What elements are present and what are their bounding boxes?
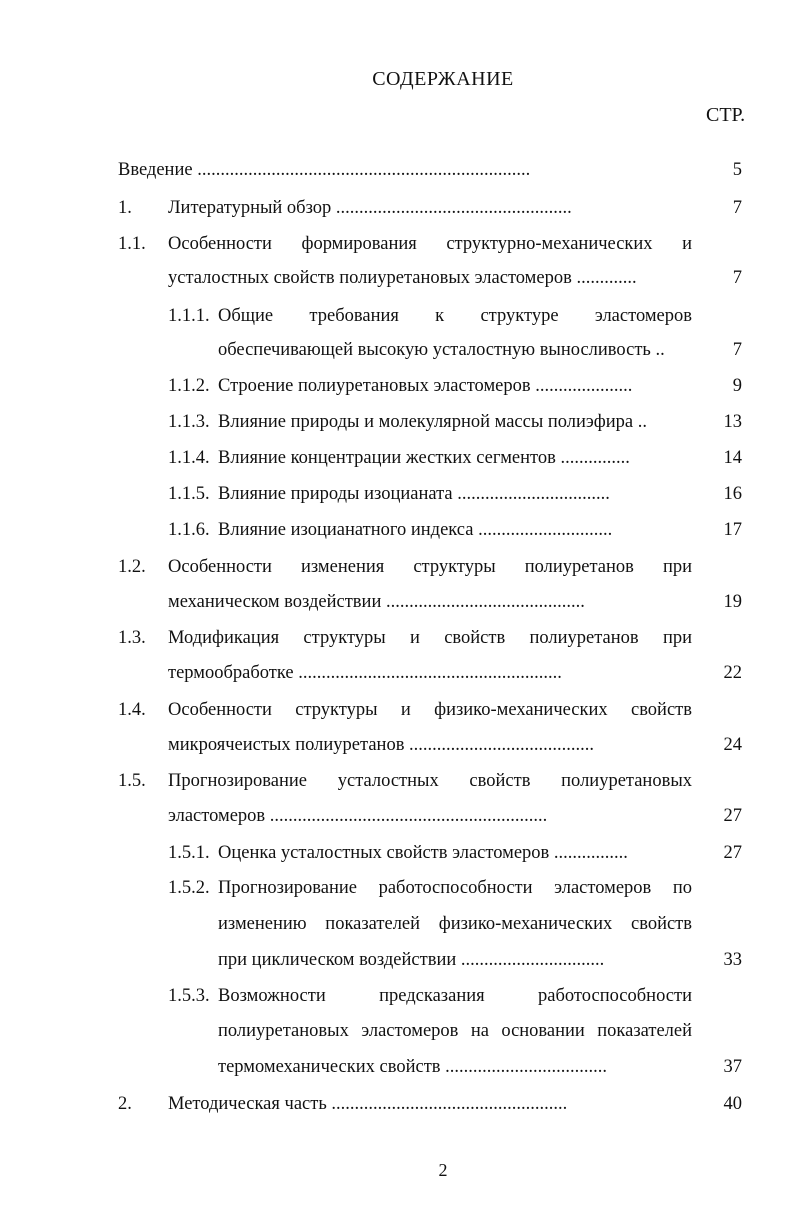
toc-entry-number: 1.5.2. [168, 878, 210, 898]
toc-page-number: 40 [723, 1094, 742, 1114]
toc-page-number: 14 [723, 448, 742, 468]
toc-page-number: 19 [723, 592, 742, 612]
toc-entry-text: эластомеров ............................................................ [168, 806, 548, 826]
toc-entry-text: Влияние природы и молекулярной массы полиэфира .. [218, 412, 647, 432]
toc-entry-number: 1.1.3. [168, 412, 210, 432]
toc-entry-text: изменению показателей физико-механических свойств [218, 914, 692, 934]
toc-entry-text: Общие требования к структуре эластомеров [218, 306, 692, 326]
toc-entry-text: Прогнозирование работоспособности эластомеров по [218, 878, 692, 898]
toc-page-number: 13 [723, 412, 742, 432]
toc-page-number: 22 [723, 663, 742, 683]
toc-page-number: 27 [723, 806, 742, 826]
toc-entry-text: Литературный обзор ................................................... [168, 198, 572, 218]
toc-entry-number: 1. [118, 198, 132, 218]
page-number: 2 [438, 1160, 448, 1180]
toc-entry-text: микроячеистых полиуретанов ........................................ [168, 735, 595, 755]
toc-entry-text: механическом воздействии ........................................... [168, 592, 585, 612]
toc-entry-text: усталостных свойств полиуретановых эластомеров ............. [168, 268, 637, 288]
toc-entry-text: термомеханических свойств ................................... [218, 1057, 608, 1077]
toc-entry-number: 2. [118, 1094, 132, 1114]
toc-entry-text: термообработке ......................................................... [168, 663, 562, 683]
toc-entry-text: Возможности предсказания работоспособности [218, 986, 692, 1006]
toc-entry-number: 1.1.2. [168, 376, 210, 396]
toc-page-number: 37 [723, 1057, 742, 1077]
page-column-label: СТР. [706, 104, 746, 126]
toc-entry-text: обеспечивающей высокую усталостную выносливость .. [218, 340, 665, 360]
toc-entry-number: 1.1.6. [168, 520, 210, 540]
page-title: СОДЕРЖАНИЕ [372, 68, 514, 90]
toc-entry-text: Прогнозирование усталостных свойств полиуретановых [168, 771, 692, 791]
toc-entry-number: 1.5.3. [168, 986, 210, 1006]
toc-entry-text: при циклическом воздействии ............................... [218, 950, 605, 970]
toc-page-number: 5 [732, 160, 742, 180]
toc-entry-text: Модификация структуры и свойств полиуретанов при [168, 628, 692, 648]
toc-entry-text: Влияние изоцианатного индекса ............................. [218, 520, 613, 540]
toc-page-number: 7 [732, 340, 742, 360]
toc-entry-text: Особенности изменения структуры полиуретанов при [168, 557, 692, 577]
toc-entry-number: 1.1.4. [168, 448, 210, 468]
toc-entry-number: 1.5. [118, 771, 146, 791]
toc-page-number: 9 [732, 376, 742, 396]
toc-entry-number: 1.2. [118, 557, 146, 577]
toc-entry-text: Влияние концентрации жестких сегментов ............... [218, 448, 630, 468]
toc-entry-text: Оценка усталостных свойств эластомеров ................ [218, 843, 628, 863]
toc-entry-number: 1.1.1. [168, 306, 210, 326]
toc-entry-number: 1.3. [118, 628, 146, 648]
toc-entry-number: 1.1. [118, 234, 146, 254]
toc-entry-number: 1.5.1. [168, 843, 210, 863]
toc-page-number: 7 [732, 268, 742, 288]
toc-page-number: 17 [723, 520, 742, 540]
toc-entry-text: Строение полиуретановых эластомеров ..................... [218, 376, 633, 396]
toc-entry-text: Введение ........................................................................ [118, 160, 531, 180]
toc-entry-number: 1.1.5. [168, 484, 210, 504]
toc-entry-text: полиуретановых эластомеров на основании показателей [218, 1021, 692, 1041]
toc-page-number: 33 [723, 950, 742, 970]
toc-page-number: 27 [723, 843, 742, 863]
toc-entry-text: Методическая часть ................................................... [168, 1094, 568, 1114]
toc-entry-text: Особенности формирования структурно-механических и [168, 234, 692, 254]
toc-entry-text: Особенности структуры и физико-механических свойств [168, 700, 692, 720]
toc-page-number: 24 [723, 735, 742, 755]
toc-page-number: 7 [732, 198, 742, 218]
toc-page-number: 16 [723, 484, 742, 504]
toc-entry-text: Влияние природы изоцианата ................................. [218, 484, 610, 504]
toc-entry-number: 1.4. [118, 700, 146, 720]
